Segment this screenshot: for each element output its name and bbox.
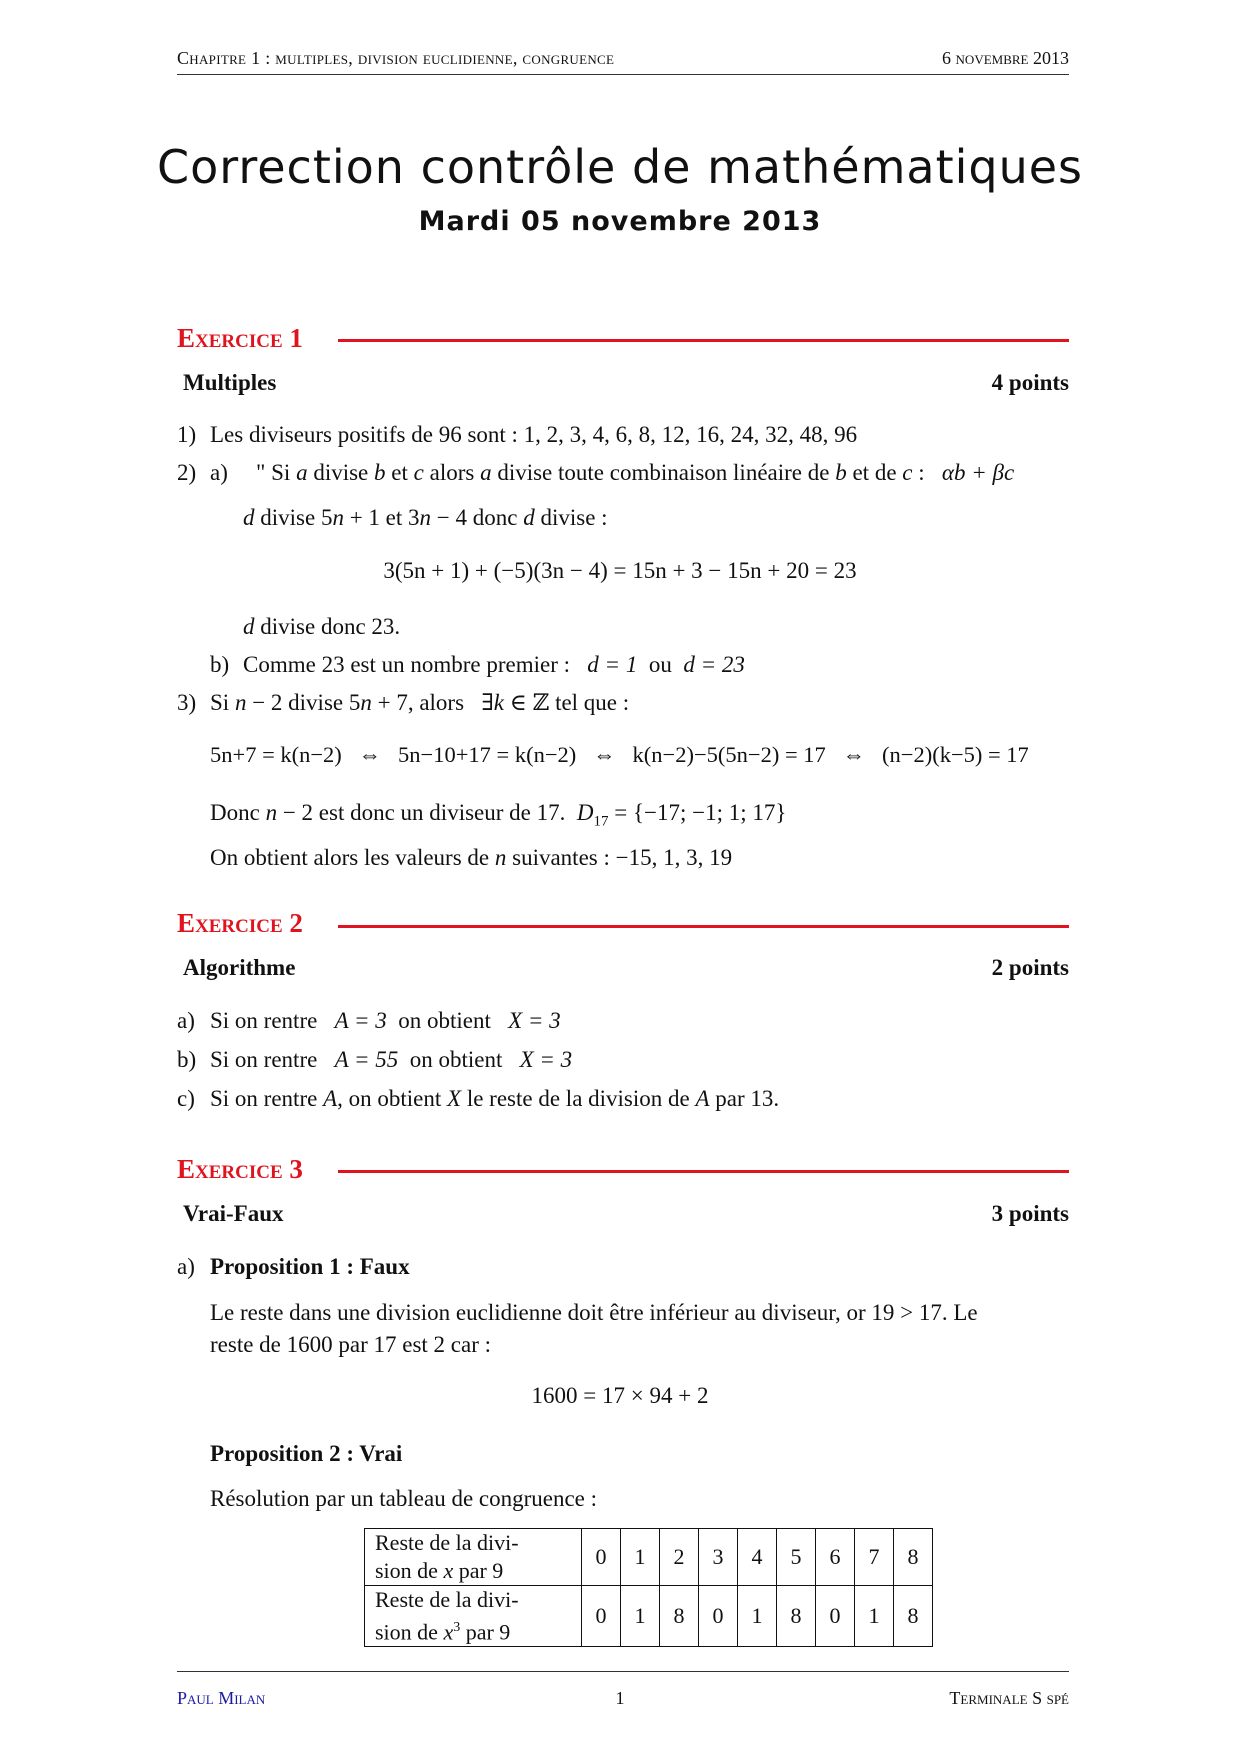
ex1-item-1 [177,422,858,448]
footer-author: Paul Milan [177,1688,266,1708]
ex2-item-c [177,1086,780,1112]
item-text: Si on rentre A = 55 on obtient X = 3 [210,1047,573,1072]
table-cell: 0 [699,1586,738,1647]
footer-page-number: 1 [615,1688,625,1708]
document-subtitle: Mardi 05 novembre 2013 [418,206,822,237]
table-cell: 4 [738,1529,777,1586]
exercise-1-subtitle: Multiples [183,370,277,395]
ex2-item-a [177,1008,561,1034]
exercise-1-points: 4 points [991,370,1069,395]
equation-3: 1600 = 17 × 94 + 2 [531,1383,709,1408]
exercise-3-title: Exercice 3 [177,1154,303,1184]
table-cell: 5 [777,1529,816,1586]
item-text: Les diviseurs positifs de 96 sont : 1, 2, 3, 4, 6, 8, 12, 16, 24, 32, 48, 96 [210,422,858,447]
exercise-2-rule [338,925,1069,928]
table-cell: 8 [660,1586,699,1647]
table-cell: 7 [855,1529,894,1586]
item-number: 1) [177,422,197,447]
item-label: a) [177,1008,195,1033]
header-chapter: Chapitre 1 : multiples, division euclidienne, congruence [177,48,615,68]
item-text: " Si a divise b et c alors a divise toute combinaison linéaire de b et de c : αb + βc [256,460,1015,485]
ex2-item-b [177,1047,573,1073]
item-sub-label: b) [210,652,230,677]
ex1-item-2a-text: d divise 5n + 1 et 3n − 4 donc d divise : [243,505,608,530]
item-sub-label: a) [210,460,228,485]
ex1-item-3-values: On obtient alors les valeurs de n suivantes : −15, 1, 3, 19 [210,845,733,870]
proposition-1-heading: Proposition 1 : Faux [210,1254,410,1279]
proposition-1-text-line-2: reste de 1600 par 17 est 2 car : [210,1332,492,1357]
page-header [177,48,1069,75]
table-cell: 8 [894,1529,933,1586]
item-number: 3) [177,690,197,715]
proposition-2-heading: Proposition 2 : Vrai [210,1441,403,1466]
table-cell: 0 [582,1529,621,1586]
ex3-item-a [177,1254,410,1280]
exercise-1-rule [338,339,1069,342]
congruence-table [364,1528,933,1647]
exercise-2-title: Exercice 2 [177,908,303,938]
table-cell: 1 [738,1586,777,1647]
footer-rule [177,1671,1069,1672]
table-cell: 1 [855,1586,894,1647]
footer-class: Terminale S spé [949,1688,1069,1708]
exercise-2-points: 2 points [991,955,1069,980]
table-row [365,1529,933,1586]
item-text: Si on rentre A = 3 on obtient X = 3 [210,1008,561,1033]
table-cell: 6 [816,1529,855,1586]
table-cell: 1 [621,1586,660,1647]
ex1-item-3 [177,690,630,716]
item-text: Si on rentre A, on obtient X le reste de la division de A par 13. [210,1086,780,1111]
exercise-3-subtitle: Vrai-Faux [183,1201,284,1226]
equation-1: 3(5n + 1) + (−5)(3n − 4) = 15n + 3 − 15n + 20 = 23 [383,558,857,583]
table-row-label: Reste de la divi- sion de $x^3$ par 9 [365,1586,582,1647]
item-label: a) [177,1254,195,1279]
item-label: b) [177,1047,197,1072]
exercise-3-points: 3 points [991,1201,1069,1226]
exercise-1-title: Exercice 1 [177,323,303,353]
exercise-2-subtitle: Algorithme [183,955,296,980]
header-date: 6 novembre 2013 [942,48,1069,68]
ex1-item-2a-conclusion: d divise donc 23. [243,614,401,639]
proposition-2-text: Résolution par un tableau de congruence : [210,1486,598,1511]
ex1-item-2b [210,652,745,678]
item-text: Comme 23 est un nombre premier : d = 1 ou d = 23 [243,652,745,677]
table-row-label: Reste de la divi- sion de x par 9 [365,1529,582,1586]
table-cell: 2 [660,1529,699,1586]
table-cell: 3 [699,1529,738,1586]
table-cell: 0 [582,1586,621,1647]
equation-2: 5n+7 = k(n−2) ⇔ 5n−10+17 = k(n−2) ⇔ k(n−2)−5(5n−2) = 17 ⇔ (n−2)(k−5) = 17 [210,742,1029,767]
table-cell: 8 [894,1586,933,1647]
item-number: 2) [177,460,197,485]
exercise-3-rule [338,1170,1069,1173]
item-label: c) [177,1086,195,1111]
ex1-item-2a [177,460,1015,486]
ex1-item-3-divisors: Donc n − 2 est donc un diviseur de 17. $D_{17} = \{-17$; −1; 1; 17} [210,800,787,830]
table-cell: 1 [621,1529,660,1586]
document-title: Correction contrôle de mathématiques [156,140,1083,194]
table-cell: 8 [777,1586,816,1647]
table-cell: 0 [816,1586,855,1647]
table-row [365,1586,933,1647]
proposition-1-text-line-1: Le reste dans une division euclidienne doit être inférieur au diviseur, or 19 > 17. Le [210,1300,978,1325]
item-text: Si n − 2 divise 5n + 7, alors ∃k ∈ ℤ tel que : [210,690,630,715]
